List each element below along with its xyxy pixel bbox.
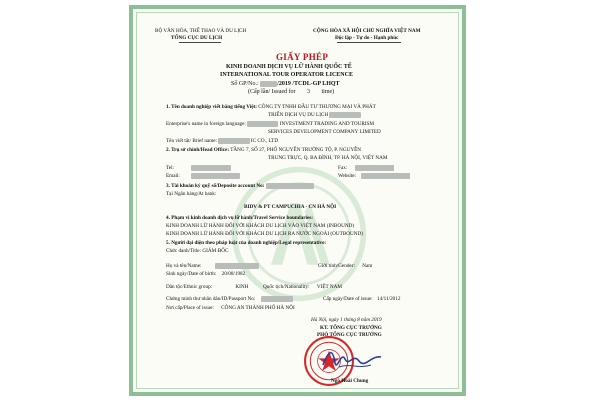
service-scope-label: 4. Phạm vi kinh doanh dịch vụ lữ hành/Travel Service boundaries: <box>166 215 313 221</box>
rep-ethnic: Dân tộc/Ethnic group: KINH <box>166 284 249 290</box>
rep-gender: Giới tính/Gender: Nam <box>318 263 373 269</box>
signer-position-1: KT. TỔNG CỤC TRƯỞNG <box>320 325 382 331</box>
document-subtitle-vi: KINH DOANH DỊCH VỤ LỮ HÀNH QUỐC TẾ <box>226 64 352 70</box>
deposit-account: 3. Tài khoản ký quỹ số/Deposite account No: <box>166 183 314 189</box>
email: Email: <box>166 173 240 179</box>
rep-title: Chức danh/Title: GIÁM ĐỐC <box>166 248 229 254</box>
rep-name: Họ và tên/Name: <box>166 263 259 269</box>
handwritten-signature-icon <box>319 345 385 373</box>
licence-document <box>129 5 466 396</box>
department-name: TỔNG CỤC DU LỊCH <box>171 35 223 41</box>
telephone: Tel: <box>166 165 231 171</box>
document-title: GIẤY PHÉP <box>276 52 329 62</box>
signer-position-2: PHÓ TỔNG CỤC TRƯỞNG <box>317 332 382 338</box>
legal-rep-label: 5. Người đại diện theo pháp luật của doanh nghiệp/Legal representative: <box>166 240 327 246</box>
rep-nationality: Quốc tịch/Nationality: VIỆT NAM <box>263 284 342 290</box>
head-office: 2. Trụ sở chính/Head Office: TẦNG 7, SỐ 27, PHỐ NGUYỄN TRƯỜNG TỘ, P. NGUYỄN <box>166 147 362 153</box>
signer-name: Ngô Hoài Chung <box>331 378 369 384</box>
redacted-number <box>260 81 277 87</box>
head-office-cont: TRUNG TRỰC, Q. BA ĐÌNH, TP. HÀ NỘI, VIỆT NAM <box>268 155 388 161</box>
rep-id-place: Nơi cấp/Place of issue: CÔNG AN THÀNH PHỐ HÀ NỘI <box>166 305 295 311</box>
header-underline-right <box>337 42 401 43</box>
rep-id-date: Cấp ngày/Date of issue: 14/11/2012 <box>323 296 401 302</box>
document-subtitle-en: INTERNATIONAL TOUR OPERATOR LICENCE <box>220 72 353 78</box>
brief-name: Tên viết tắt/ Brief name: IC CO., LTD <box>166 138 279 144</box>
bank-label: Tại Ngân hàng/At bank: <box>166 191 217 197</box>
website: Website: <box>338 173 410 179</box>
company-name-foreign-cont: SERVICES DEVELOPMENT COMPANY LIMITED <box>268 129 381 135</box>
rep-id: Chứng minh thư nhân dân/ID/Passport No: <box>166 296 293 302</box>
company-name-foreign: Enterprise's name in foreign language: INVESTMENT TRADING AND TOURISM <box>166 121 375 127</box>
issue-count: (Cấp lần/ Issued for 3 time) <box>248 89 335 95</box>
licence-number: Số GP/No.: /2019 /TCDL-GP LHQT <box>231 81 340 87</box>
service-scope-outbound: KINH DOANH LỮ HÀNH ĐỐI VỚI KHÁCH DU LỊCH RA NƯỚC NGOÀI (OUTBOUND) <box>166 231 363 237</box>
fax: Fax: <box>338 165 394 171</box>
country-motto: Độc lập - Tự do - Hạnh phúc <box>335 35 399 41</box>
signing-date: Hà Nội, ngày 1 tháng 8 năm 2019 <box>311 317 382 323</box>
service-scope-inbound: KINH DOANH LỮ HÀNH ĐỐI VỚI KHÁCH DU LỊCH VÀO VIỆT NAM (INBOUND) <box>166 223 355 229</box>
company-name-vi-cont: TRIỂN DỊCH VỤ DU LỊCH <box>268 112 361 118</box>
bank-value: BIDV & PT CAMPUCHIA - CN HÀ NỘI <box>244 204 337 210</box>
country-name: CỘNG HÒA XÃ HỘI CHỦ NGHĨA VIỆT NAM <box>313 28 421 34</box>
rep-dob: Sinh ngày/Date of birth: 20/08/1982 <box>166 271 246 277</box>
company-name-vi: 1. Tên doanh nghiệp viết bằng tiếng Việt: CÔNG TY TNHH ĐẦU TƯ THƯƠNG MẠI VÀ PHÁT <box>166 104 376 110</box>
ministry-name: BỘ VĂN HÓA, THỂ THAO VÀ DU LỊCH <box>155 28 247 34</box>
header-underline-left <box>179 42 221 43</box>
